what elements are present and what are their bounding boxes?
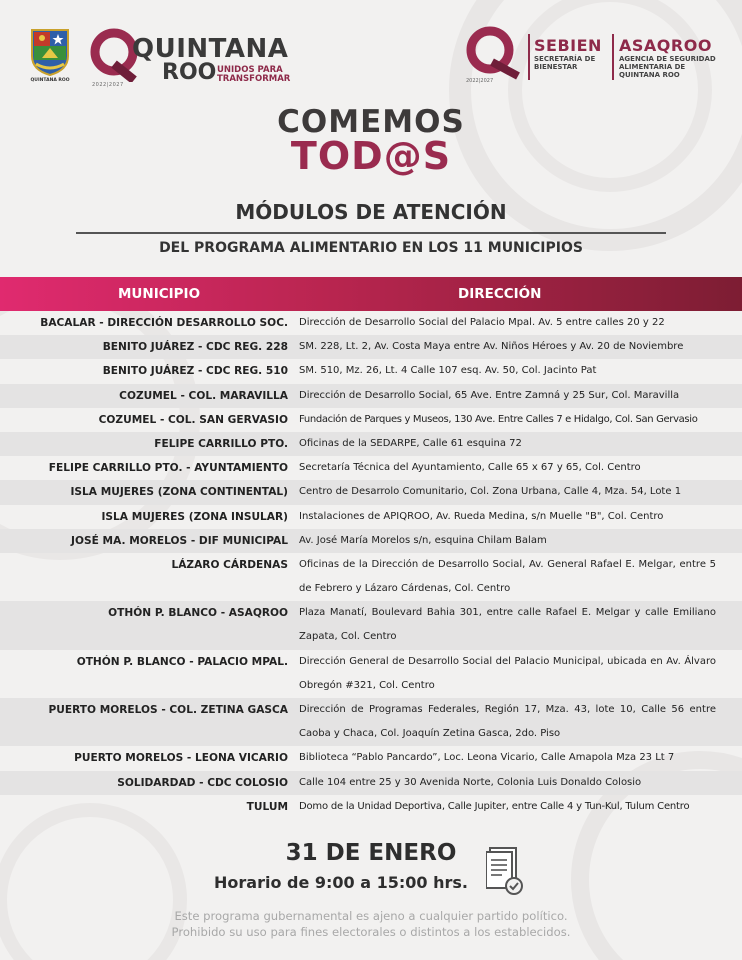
- cell-direccion: Secretaría Técnica del Ayuntamiento, Calle 65 x 67 y 65, Col. Centro: [299, 462, 641, 474]
- logo-tagline-line1: UNIDOS PARA: [217, 65, 283, 75]
- table-row: [0, 432, 742, 456]
- campaign-title-todos: TOD@S: [290, 134, 452, 178]
- cell-municipio: COZUMEL - COL. MARAVILLA: [119, 389, 288, 402]
- cell-direccion: Centro de Desarrolo Comunitario, Col. Zona Urbana, Calle 4, Mza. 54, Lote 1: [299, 486, 682, 498]
- table-row: [0, 795, 742, 819]
- cell-direccion: SM. 228, Lt. 2, Av. Costa Maya entre Av. Niños Héroes y Av. 20 de Noviembre: [299, 341, 684, 353]
- table-body: [0, 311, 742, 819]
- table-row: [0, 771, 742, 795]
- table-row: [0, 335, 742, 359]
- header: [0, 0, 742, 100]
- cell-direccion: Dirección de Programas Federales, Región 17, Mza. 43, lote 10, Calle 56 entre Caoba y Chaca, Col. Joaquín Zetina Gasca, 2do. Piso: [299, 704, 716, 740]
- table-row: [0, 359, 742, 383]
- table-row: [0, 553, 742, 601]
- cell-municipio: PUERTO MORELOS - COL. ZETINA GASCA: [48, 704, 288, 717]
- asaqroo-sub-3: QUINTANA ROO: [619, 71, 680, 79]
- logo-word-roo: ROO: [162, 60, 217, 85]
- sebien-sub-2: BIENESTAR: [534, 63, 578, 71]
- event-date: 31 DE ENERO: [285, 840, 457, 866]
- campaign-title-comemos: COMEMOS: [277, 104, 465, 140]
- cell-municipio: ISLA MUJERES (ZONA INSULAR): [101, 510, 288, 523]
- q-brand-icon: [90, 26, 138, 82]
- cell-municipio: OTHÓN P. BLANCO - ASAQROO: [108, 607, 288, 620]
- asaqroo-logo: [619, 36, 729, 79]
- table-row: [0, 650, 742, 698]
- cell-municipio: ISLA MUJERES (ZONA CONTINENTAL): [70, 486, 288, 499]
- cell-municipio: COZUMEL - COL. SAN GERVASIO: [98, 413, 288, 426]
- cell-direccion: Fundación de Parques y Museos, 130 Ave. Entre Calles 7 e Hidalgo, Col. San Gervasio: [299, 413, 698, 425]
- asaqroo-title: ASAQROO: [619, 36, 712, 55]
- table-header: [0, 277, 742, 311]
- cell-direccion: SM. 510, Mz. 26, Lt. 4 Calle 107 esq. Av. 50, Col. Jacinto Pat: [299, 365, 597, 377]
- section-subtitle: DEL PROGRAMA ALIMENTARIO EN LOS 11 MUNICIPIOS: [159, 240, 583, 256]
- right-logo-years: 2022|2027: [466, 78, 494, 84]
- cell-direccion: Dirección de Desarrollo Social del Palacio Mpal. Av. 5 entre calles 20 y 22: [299, 317, 665, 328]
- cell-direccion: Instalaciones de APIQROO, Av. Rueda Medina, s/n Muelle "B", Col. Centro: [299, 510, 664, 522]
- crest-caption: QUINTANA ROO: [30, 78, 70, 83]
- sebien-sub-1: SECRETARÍA DE: [534, 55, 596, 63]
- logo-divider: [612, 34, 614, 80]
- section-title: MÓDULOS DE ATENCIÓN: [235, 200, 507, 224]
- logo-tagline: [217, 66, 297, 84]
- disclaimer-line-1: Este programa gubernamental es ajeno a cualquier partido político.: [174, 909, 568, 923]
- cell-municipio: SOLIDARDAD - CDC COLOSIO: [117, 776, 288, 789]
- q-brand-icon-small: [462, 26, 522, 80]
- table-row: [0, 505, 742, 529]
- cell-direccion: Oficinas de la Dirección de Desarrollo Social, Av. General Rafael E. Melgar, entre 5 de Febrero y Lázaro Cárdenas, Col. Centro: [299, 558, 716, 595]
- logo-word-quintana: QUINTANA: [132, 34, 289, 64]
- cell-municipio: PUERTO MORELOS - LEONA VICARIO: [74, 752, 288, 765]
- sebien-title: SEBIEN: [534, 36, 602, 55]
- cell-direccion: Calle 104 entre 25 y 30 Avenida Norte, Colonia Luis Donaldo Colosio: [299, 776, 642, 788]
- table-row: [0, 601, 742, 649]
- cell-municipio: JOSÉ MA. MORELOS - DIF MUNICIPAL: [71, 534, 288, 547]
- disclaimer-line-2: Prohibido su uso para fines electorales o distintos a los establecidos.: [171, 925, 571, 939]
- cell-municipio: FELIPE CARRILLO PTO.: [154, 437, 288, 450]
- cell-direccion: Dirección de Desarrollo Social, 65 Ave. Entre Zamná y 25 Sur, Col. Maravilla: [299, 389, 680, 401]
- cell-municipio: BENITO JUÁREZ - CDC REG. 510: [102, 365, 288, 378]
- cell-municipio: LÁZARO CÁRDENAS: [171, 558, 288, 571]
- table-row: [0, 311, 742, 335]
- cell-direccion: Av. José María Morelos s/n, esquina Chilam Balam: [299, 534, 547, 546]
- cell-municipio: BACALAR - DIRECCIÓN DESARROLLO SOC.: [40, 317, 288, 329]
- table-row: [0, 456, 742, 480]
- table-row: [0, 698, 742, 746]
- title-divider: [76, 232, 666, 234]
- cell-municipio: BENITO JUÁREZ - CDC REG. 228: [102, 341, 288, 354]
- asaqroo-sub-1: AGENCIA DE SEGURIDAD: [619, 55, 716, 63]
- table-row: [0, 529, 742, 553]
- cell-municipio: OTHÓN P. BLANCO - PALACIO MPAL.: [76, 655, 288, 668]
- logo-divider: [528, 34, 530, 80]
- table-row: [0, 408, 742, 432]
- cell-direccion: Domo de la Unidad Deportiva, Calle Jupiter, entre Calle 4 y Tun-Kul, Tulum Centro: [299, 800, 690, 812]
- asaqroo-sub-2: ALIMENTARIA DE: [619, 63, 686, 71]
- disclaimer: [0, 908, 742, 940]
- logo-tagline-line2: TRANSFORMAR: [217, 74, 291, 84]
- cell-direccion: Dirección General de Desarrollo Social del Palacio Municipal, ubicada en Av. Álvaro Obregón #321, Col. Centro: [299, 655, 716, 691]
- document-check-icon: [486, 846, 526, 896]
- table-row: [0, 384, 742, 408]
- event-hours: Horario de 9:00 a 15:00 hrs.: [214, 873, 468, 892]
- quintana-roo-logo: [90, 26, 290, 90]
- cell-direccion: Oficinas de la SEDARPE, Calle 61 esquina 72: [299, 437, 522, 449]
- cell-direccion: Biblioteca “Pablo Pancardo”, Loc. Leona Vicario, Calle Amapola Mza 23 Lt 7: [299, 752, 675, 764]
- state-crest-icon: [28, 26, 72, 76]
- cell-municipio: FELIPE CARRILLO PTO. - AYUNTAMIENTO: [48, 462, 288, 475]
- logo-years: 2022|2027: [92, 82, 124, 88]
- cell-municipio: TULUM: [246, 800, 288, 813]
- sebien-logo: [534, 36, 602, 71]
- agency-logos: [462, 26, 732, 96]
- cell-direccion: Plaza Manatí, Boulevard Bahia 301, entre calle Rafael E. Melgar y calle Emiliano Zapata, Col. Centro: [299, 607, 716, 643]
- column-header-direccion: DIRECCIÓN: [458, 286, 542, 302]
- table-row: [0, 480, 742, 504]
- table-row: [0, 746, 742, 770]
- column-header-municipio: MUNICIPIO: [118, 286, 201, 302]
